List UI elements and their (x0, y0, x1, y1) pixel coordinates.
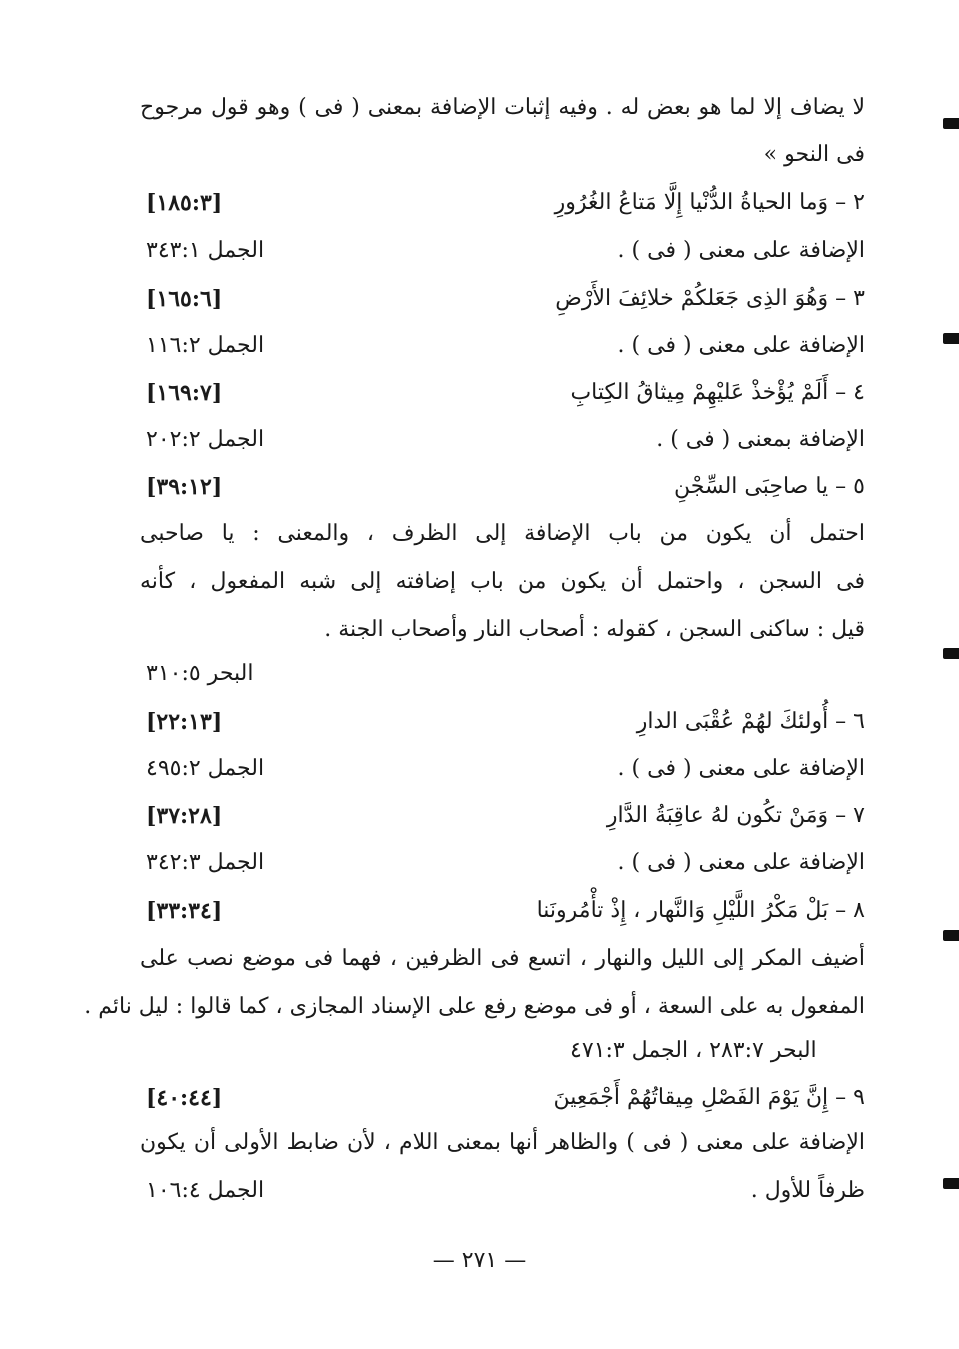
commentary-line: المفعول به على السعة ، أو فى موضع رفع على الإسناد المجازى ، كما قالوا : ليل نائم . (84, 994, 865, 1019)
verse-reference: [٣٧:٢٨] (146, 803, 223, 829)
note-row (140, 330, 865, 362)
verse-reference: [٤٠:٤٤] (146, 1085, 223, 1111)
note-text: الإضافة بمعنى ( فى ) . (656, 427, 865, 452)
source-citation: الجمل ٢٠٢:٢ (146, 427, 265, 452)
note-row (140, 753, 865, 785)
verse-reference: [٣٣:٣٤] (146, 898, 223, 924)
note-row (140, 424, 865, 456)
commentary-line: ظرفاً للأول . (750, 1178, 865, 1203)
verse-reference: [١٦٩:٧] (146, 380, 223, 406)
verse-text: ٩ – إِنَّ يَوْمَ الفَصْلِ مِيقاتُهُمْ أَجْمَعِينَ (553, 1085, 865, 1110)
note-text: الإضافة على معنى ( فى ) . (617, 850, 865, 875)
commentary-line: فى السجن ، واحتمل أن يكون من باب إضافته إلى شبه المفعول ، كأنه (140, 569, 865, 594)
margin-mark (943, 648, 959, 659)
verse-reference: [٣٩:١٢] (146, 474, 223, 500)
verse-row (140, 706, 865, 738)
margin-mark (943, 930, 959, 941)
source-citation: البحر ٣١٠:٥ (146, 661, 254, 686)
verse-row (140, 187, 865, 219)
note-text: الإضافة على معنى ( فى ) . (617, 333, 865, 358)
note-text: الإضافة على معنى ( فى ) . (617, 756, 865, 781)
verse-row (140, 1082, 865, 1114)
note-row (140, 235, 865, 267)
commentary-line: قيل : ساكنى السجن ، كقوله : أصحاب النار وأصحاب الجنة . (324, 617, 865, 642)
verse-reference: [٢٢:١٣] (146, 709, 223, 735)
verse-text: ٣ – وَهُوَ الذِى جَعَلكُمْ خلائِفَ الأَرْضِ (555, 286, 865, 311)
source-row (140, 658, 865, 690)
intro-line: فى النحو » (763, 142, 865, 167)
commentary-line: الإضافة على معنى ( فى ) والظاهر أنها بمعنى اللام ، لأن ضابط الأولى أن يكون (140, 1130, 865, 1155)
verse-text: ٤ – أَلَمْ يُؤْخذْ عَليْهِمْ مِيثاقُ الكِتابِ (570, 380, 865, 405)
verse-reference: [١٨٥:٣] (146, 190, 223, 216)
source-citation: البحر ٢٨٣:٧ ، الجمل ٤٧١:٣ (570, 1038, 817, 1063)
verse-reference: [١٦٥:٦] (146, 286, 223, 312)
source-citation: الجمل ٤٩٥:٢ (146, 756, 265, 781)
commentary-line: أضيف المكر إلى الليل والنهار ، اتسع فى الظرفين ، فهما فى موضع نصب على (140, 946, 865, 971)
note-row (140, 847, 865, 879)
verse-text: ٢ – وَما الحياةُ الدُّنْيا إِلَّا مَتاعُ الغُرُورِ (554, 190, 865, 215)
note-text: الإضافة على معنى ( فى ) . (617, 238, 865, 263)
verse-text: ٥ – يا صاحِبَى السِّجْنِ (674, 474, 865, 499)
verse-row (140, 471, 865, 503)
verse-row (140, 377, 865, 409)
page-number: — ٢٧١ — (432, 1248, 527, 1273)
margin-mark (943, 118, 959, 129)
verse-row (140, 895, 865, 927)
verse-text: ٨ – بَلْ مَكْرُ اللَّيْلِ وَالنَّهار ، إِذْ تأْمُرونَنا (536, 898, 865, 923)
source-citation: الجمل ٣٤٣:١ (146, 238, 265, 263)
margin-mark (943, 1178, 959, 1189)
source-citation: الجمل ٣٤٢:٣ (146, 850, 265, 875)
intro-line: لا يضاف إلا لما هو بعض له . وفيه إثبات الإضافة بمعنى ( فى ) وهو قول مرجوح (140, 95, 865, 120)
source-citation: الجمل ١١٦:٢ (146, 333, 265, 358)
source-row (140, 1035, 865, 1067)
verse-text: ٧ – وَمَنْ تكُون لهُ عاقِبَةُ الدَّارِ (606, 803, 865, 828)
margin-mark (943, 333, 959, 344)
note-row (140, 1175, 865, 1207)
commentary-line: احتمل أن يكون من باب الإضافة إلى الظرف ، والمعنى : يا صاحبى (140, 521, 865, 546)
verse-row (140, 283, 865, 315)
source-citation: الجمل ١٠٦:٤ (146, 1178, 265, 1203)
verse-text: ٦ – أُولئكَ لهُمْ عُقْبَى الدارِ (636, 709, 865, 734)
verse-row (140, 800, 865, 832)
